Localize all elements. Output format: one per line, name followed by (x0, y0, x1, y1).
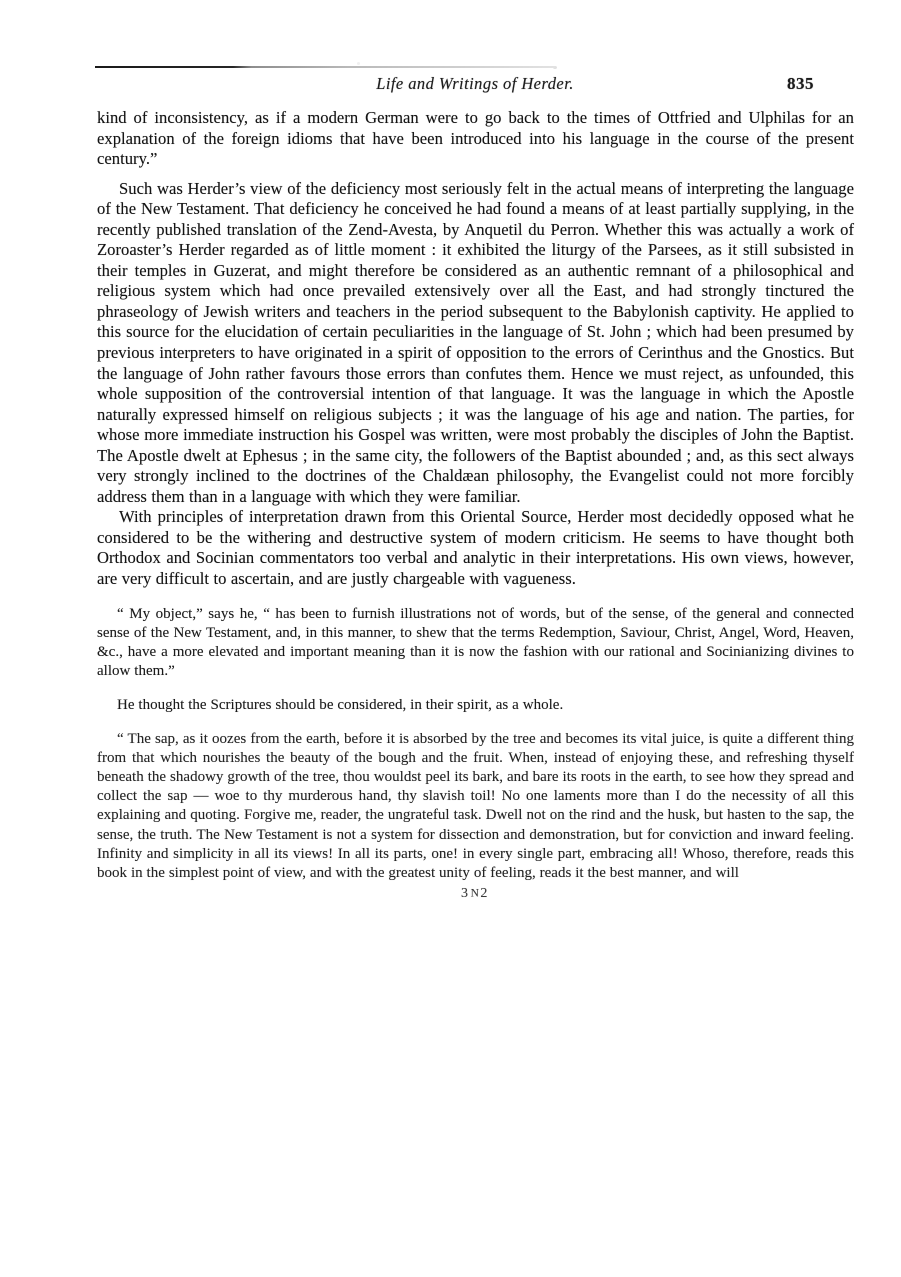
signature-mark (97, 884, 854, 904)
running-head: Life and Writings of Herder. (376, 74, 574, 93)
header-line (95, 74, 855, 100)
paragraph-herder-view: Such was Herder’s view of the deficiency most seriously felt in the actual means of interpreting the language of the New Testament. That deficiency he conceived he had found a means of at least partially supplying, in the recently published translation of the Zend-Avesta, by Anquetil du Perron. Whether this was actually a work of Zoroaster’s Herder regarded as of little moment : it exhibited the liturgy of the Parsees, as it still subsisted in their temples in Guzerat, and might therefore be considered as an authentic remnant of a philosophical and religious system which had once prevailed extensively over all the East, and had strongly tinctured the phraseology of Jewish writers and teachers in the period subsequent to the Babylonish captivity. He applied to this source for the elucidation of certain peculiarities in the language of St. John ; which had been presumed by previous interpreters to have originated in a spirit of opposition to the errors of Cerinthus and the Gnostics. But the language of John rather favours those errors than confutes them. Hence we must reject, as unfounded, this whole supposition of the controversial intention of that language. It was the language in which the Apostle naturally expressed himself on religious subjects ; it was the language of his age and nation. The parties, for whose more immediate instruction his Gospel was written, were most probably the disciples of John the Baptist. The Apostle dwelt at Ephesus ; in the same city, the followers of the Baptist abounded ; and, as this sect always very strongly inclined to the doctrines of the Chaldæan philosophy, the Evangelist could not more forcibly address them than in a language with which they were familiar. (97, 178, 854, 506)
blockquote-the-sap: “ The sap, as it oozes from the earth, before it is absorbed by the tree and becomes its vital juice, is quite a different thing from that which nourishes the beauty of the bough and the fruit. When, instead of enjoying these, and refreshing thyself beneath the shadowy growth of the tree, thou wouldst peel its bark, and bare its roots in the earth, to see how they spread and collect the sap — woe to thy murderous hand, thy slavish toil! No one laments more than I do the necessity of all this explaining and quoting. Forgive me, reader, the ungrateful task. Dwell not on the rind and the husk, but hasten to the sap, the sense, the truth. The New Testament is not a system for dissection and demonstration, but for conviction and inward feeling. Infinity and simplicity in all its views! In all its parts, one! in every single part, embracing all! Whoso, therefore, reads this book in the simplest point of view, and with the greatest unity of feeling, reads it the best manner, and will (97, 731, 854, 881)
text-column (97, 108, 854, 903)
quote-gap-bottom (97, 681, 854, 696)
paragraph-continued: kind of inconsistency, as if a modern German were to go back to the times of Ottfried and Ulphilas for an explanation of the foreign idioms that have been introduced into his language in the course of the present century.” (97, 108, 854, 169)
blockquote-my-object: “ My object,” says he, “ has been to furnish illustrations not of words, but of the sense, of the general and connected sense of the New Testament, and, in this manner, to shew that the terms Redemption, Saviour, Christ, Angel, Word, Heaven, &c., have a more elevated and important meaning than it is now the fashion with our rational and Socinianizing divines to allow them.” (97, 605, 854, 679)
paragraph-principles: With principles of interpretation drawn from this Oriental Source, Herder most decidedly opposed what he considered to be the withering and destructive system of modern criticism. He seems to have thought both Orthodox and Socinian commentators too verbal and analytic in their interpretations. His own views, however, are very difficult to ascertain, and are justly chargeable with vagueness. (97, 507, 854, 589)
signature-suffix: 2 (480, 885, 491, 901)
signature-letter: N (470, 887, 481, 900)
paragraph-scriptures-whole: He thought the Scriptures should be considered, in their spirit, as a whole. (117, 696, 564, 713)
header-rule (95, 66, 555, 68)
page-header (0, 60, 901, 106)
signature-prefix: 3 (460, 885, 471, 901)
page-number: 835 (787, 74, 814, 93)
quote2-gap-top (97, 715, 854, 730)
quote-gap-top (97, 590, 854, 605)
paragraph-gap (97, 170, 854, 179)
